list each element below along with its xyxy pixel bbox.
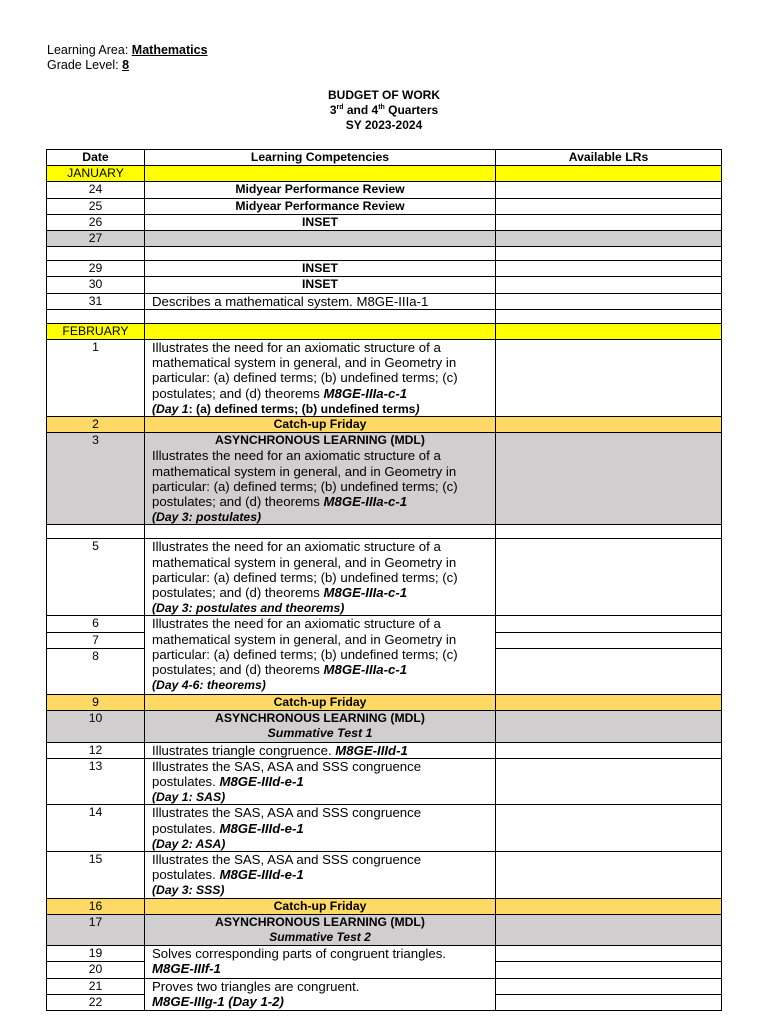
table-row [47, 539, 722, 616]
table-row [47, 758, 722, 805]
table-row [47, 340, 722, 417]
competency-text: Illustrates the need for an axiomatic structure of a mathematical system in general, and in Geometry in particular: (a) defined terms; (b) undefined terms; (c) postulates; and (d) theorems [152, 448, 458, 510]
month-label: JANUARY [47, 166, 145, 182]
day-label: (Day 3: postulates) [152, 510, 262, 525]
header-row [47, 150, 722, 166]
date-cell: 27 [47, 231, 145, 247]
quarters-mid: and 4 [343, 103, 379, 117]
competency-cell [145, 946, 496, 978]
date-cell: 22 [47, 994, 145, 1010]
competency-cell [145, 978, 496, 1010]
day-label: (Day 1 [152, 401, 189, 416]
grade-level-line [47, 58, 208, 73]
table-row [47, 214, 722, 230]
competency-cell [145, 742, 496, 758]
competency-cell [145, 433, 496, 525]
date-cell: 20 [47, 962, 145, 978]
blank-row [47, 525, 722, 539]
date-cell: 3 [47, 433, 145, 525]
date-cell: 26 [47, 214, 145, 230]
date-cell: 24 [47, 182, 145, 198]
competency-code: M8GE-IIIa-c-1 [323, 585, 408, 601]
competency-cell: Midyear Performance Review [145, 198, 496, 214]
competency-cell [145, 340, 496, 417]
competency-cell [145, 539, 496, 616]
competency-cell [145, 914, 496, 945]
date-cell: 31 [47, 293, 145, 309]
date-cell: 13 [47, 758, 145, 805]
date-cell: 15 [47, 851, 145, 898]
async-row [47, 914, 722, 945]
competency-code: M8GE-IIIg-1 (Day 1-2) [152, 993, 284, 1009]
date-cell: 7 [47, 632, 145, 648]
learning-area-line [47, 43, 208, 58]
day-label: (Day 4-6: theorems) [152, 678, 266, 693]
catchup-row [47, 694, 722, 710]
table-row [47, 946, 722, 962]
col-lrs-header: Available LRs [496, 150, 722, 166]
learning-area-label: Learning Area: [47, 43, 129, 57]
school-year: SY 2023-2024 [345, 118, 423, 132]
competency-cell: Midyear Performance Review [145, 182, 496, 198]
grade-level-value: 8 [122, 57, 130, 72]
table-row [47, 182, 722, 198]
date-cell: 12 [47, 742, 145, 758]
date-cell: 21 [47, 978, 145, 994]
competency-code: M8GE-IIIa-c-1 [323, 662, 408, 678]
date-cell: 17 [47, 914, 145, 945]
date-cell: 25 [47, 198, 145, 214]
month-row-january [47, 166, 722, 182]
catchup-row [47, 417, 722, 433]
competency-cell: INSET [145, 261, 496, 277]
day-label: (Day 2: ASA) [152, 836, 226, 851]
table-row [47, 978, 722, 994]
document-title: BUDGET OF WORK [328, 88, 440, 102]
day-label: (Day 3: postulates and theorems) [152, 601, 345, 616]
blank-row [47, 309, 722, 323]
learning-area-value: Mathematics [131, 43, 208, 57]
competency-cell: Catch-up Friday [145, 417, 496, 433]
table-row [47, 277, 722, 293]
date-cell: 29 [47, 261, 145, 277]
day-label: (Day 1: SAS) [152, 790, 226, 805]
summative-label: Summative Test 2 [269, 929, 371, 944]
table-row [47, 198, 722, 214]
date-cell: 2 [47, 417, 145, 433]
competency-cell: INSET [145, 277, 496, 293]
date-cell: 14 [47, 805, 145, 852]
competency-text: Illustrates the SAS, ASA and SSS congruence postulates. [152, 851, 422, 883]
competency-text: Proves two triangles are congruent. [152, 978, 360, 994]
date-cell: 6 [47, 616, 145, 632]
quarter-4-sup: th [378, 104, 385, 111]
date-cell: 5 [47, 539, 145, 616]
competency-cell [145, 711, 496, 742]
competency-code: M8GE-IIIf-1 [152, 961, 221, 977]
competency-code: M8GE-IIIa-c-1 [323, 385, 408, 401]
competency-cell [145, 851, 496, 898]
competency-text: Illustrates triangle congruence. [152, 742, 332, 758]
competency-text: Illustrates the need for an axiomatic structure of a mathematical system in general, and in Geometry in particular: (a) defined terms; (b) undefined terms; (c) postulates; and (d) theorems [152, 539, 458, 601]
competency-code: M8GE-IIId-e-1 [219, 820, 304, 836]
competency-cell: Describes a mathematical system. M8GE-IIIa-1 [145, 293, 496, 309]
table-row [47, 261, 722, 277]
competency-text: Illustrates the need for an axiomatic structure of a mathematical system in general, and in Geometry in particular: (a) defined terms; (b) undefined terms; (c) postulates; and (d) theorems [152, 616, 458, 678]
async-row [47, 711, 722, 742]
budget-of-work-table [46, 149, 722, 1011]
table-row [47, 805, 722, 852]
quarters-line [0, 103, 768, 118]
competency-text: Illustrates the need for an axiomatic structure of a mathematical system in general, and in Geometry in particular: (a) defined terms; (b) undefined terms; (c) postulates; and (d) theorems [152, 340, 458, 401]
date-cell: 10 [47, 711, 145, 742]
async-label: ASYNCHRONOUS LEARNING (MDL) [215, 433, 425, 448]
grade-level-label: Grade Level: [47, 57, 119, 72]
date-cell: 19 [47, 946, 145, 962]
table-row [47, 293, 722, 309]
table-row [47, 851, 722, 898]
async-label: ASYNCHRONOUS LEARNING (MDL) [215, 914, 425, 929]
competency-cell [145, 805, 496, 852]
date-cell: 30 [47, 277, 145, 293]
competency-code: M8GE-IIIa-c-1 [323, 494, 408, 510]
document-meta [47, 43, 208, 72]
async-label: ASYNCHRONOUS LEARNING (MDL) [215, 711, 425, 726]
date-cell: 1 [47, 340, 145, 417]
quarter-3: 3 [329, 103, 337, 117]
day-detail: : (a) defined terms; (b) undefined terms [188, 401, 416, 416]
day-label: (Day 3: SSS) [152, 883, 225, 898]
async-row [47, 433, 722, 525]
quarters-end: Quarters [384, 103, 439, 117]
month-row-february [47, 323, 722, 339]
competency-cell [145, 758, 496, 805]
date-cell: 9 [47, 694, 145, 710]
date-cell: 16 [47, 898, 145, 914]
competency-cell: Catch-up Friday [145, 694, 496, 710]
competency-code: M8GE-IIId-e-1 [219, 867, 304, 883]
summative-label: Summative Test 1 [267, 726, 373, 741]
date-cell: 8 [47, 648, 145, 694]
competency-cell: INSET [145, 214, 496, 230]
competency-cell [145, 616, 496, 694]
table-row [47, 231, 722, 247]
table-row [47, 742, 722, 758]
competency-cell: Catch-up Friday [145, 898, 496, 914]
competency-text: Illustrates the SAS, ASA and SSS congruence postulates. [152, 805, 422, 836]
day-close: ) [415, 401, 420, 416]
competency-code: M8GE-IIId-e-1 [219, 773, 304, 789]
competency-text: Solves corresponding parts of congruent triangles. [152, 946, 446, 962]
competency-text: Illustrates the SAS, ASA and SSS congruence postulates. [152, 758, 422, 789]
blank-row [47, 247, 722, 261]
month-label: FEBRUARY [47, 323, 145, 339]
table-row [47, 616, 722, 632]
col-date-header: Date [47, 150, 145, 166]
catchup-row [47, 898, 722, 914]
col-competencies-header: Learning Competencies [145, 150, 496, 166]
quarter-3-sup: rd [336, 104, 344, 111]
competency-code: M8GE-IIId-1 [335, 742, 408, 758]
